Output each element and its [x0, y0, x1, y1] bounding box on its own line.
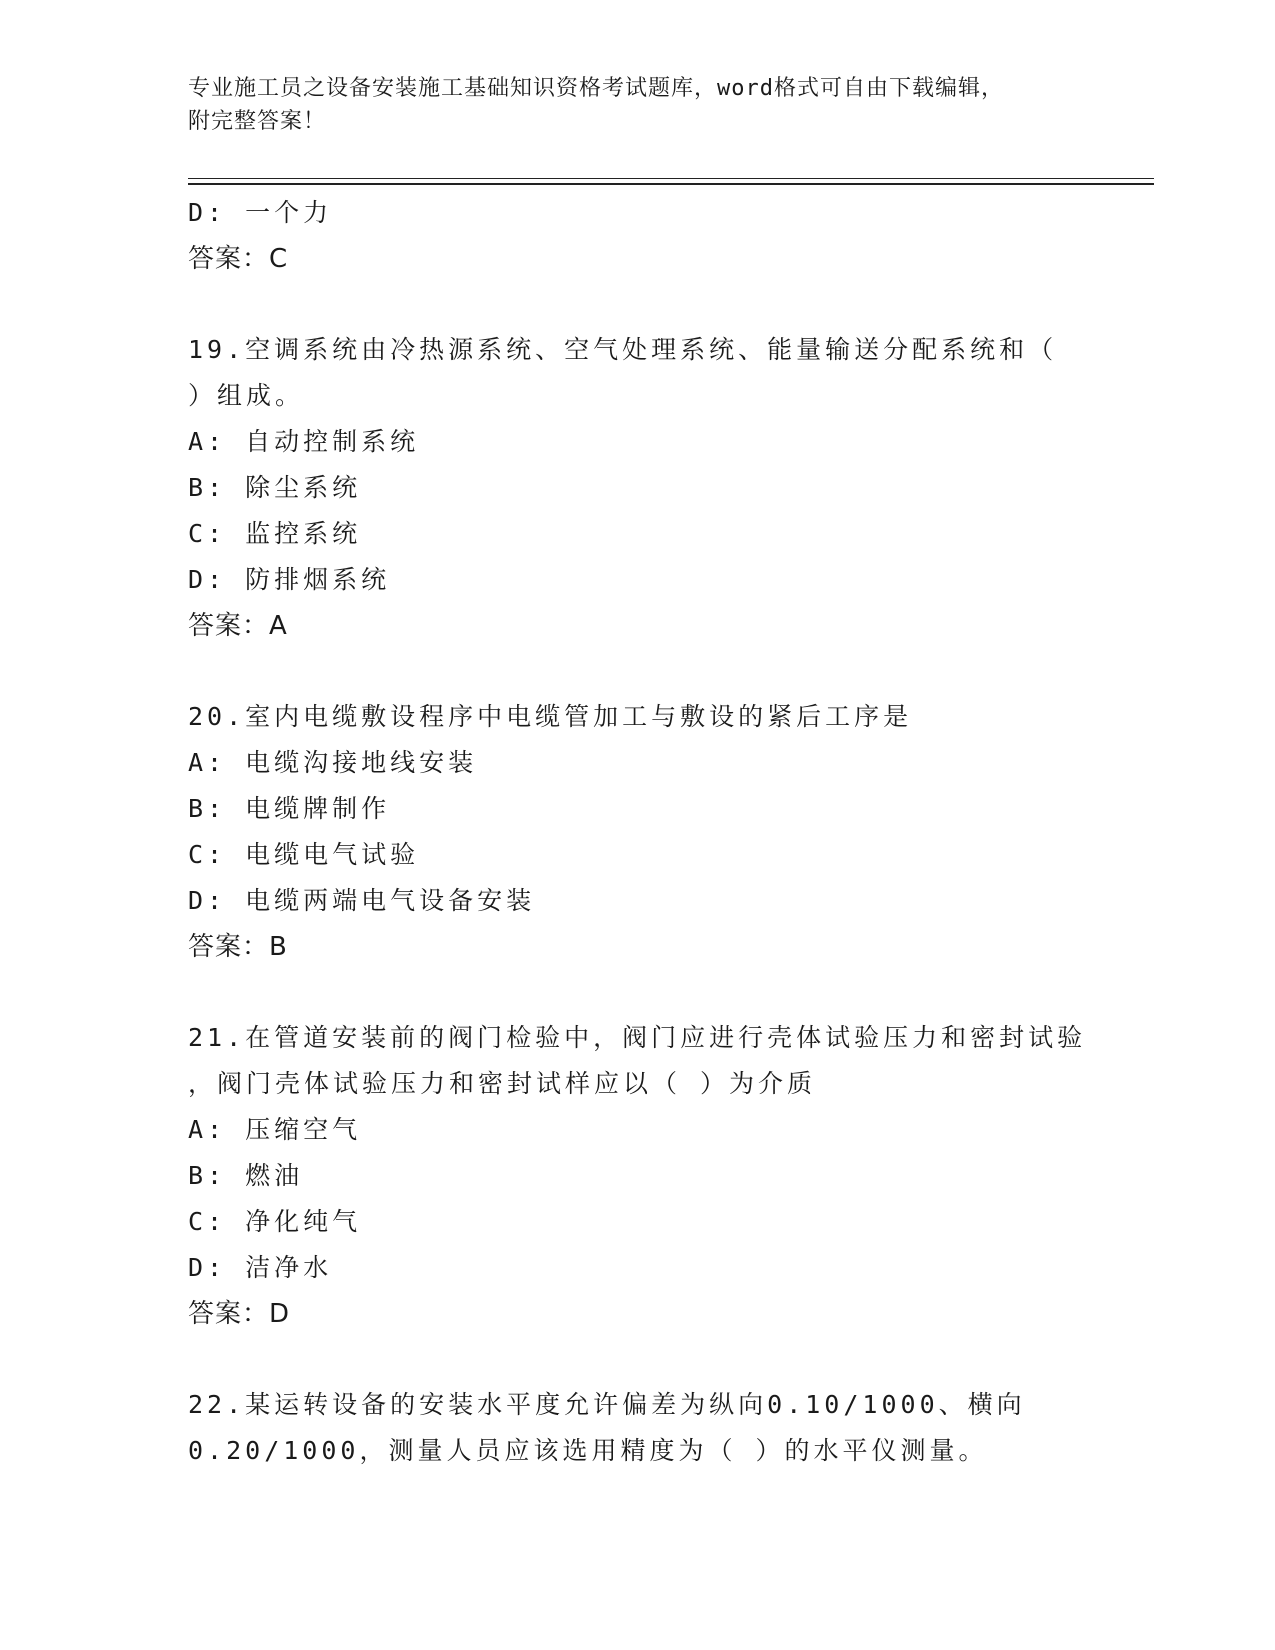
- q21-stem-line-2: ，阀门壳体试验压力和密封试样应以（ ）为介质: [188, 1069, 817, 1098]
- question-19: [188, 327, 1088, 649]
- q19-option-d: D: 防排烟系统: [188, 565, 391, 594]
- q20-option-d: D: 电缆两端电气设备安装: [188, 886, 536, 915]
- header-line-1: 专业施工员之设备安装施工基础知识资格考试题库，word格式可自由下载编辑，: [188, 76, 1004, 101]
- q21-answer: 答案：D: [188, 1299, 291, 1329]
- q19-stem-line-2: ）组成。: [188, 381, 305, 410]
- question-20: [188, 694, 1088, 970]
- prev-answer: 答案：C: [188, 244, 289, 274]
- q21-option-a: A: 压缩空气: [188, 1115, 362, 1144]
- q21-option-b: B: 燃油: [188, 1161, 304, 1190]
- header-divider-thick: [188, 183, 1154, 185]
- q19-option-b: B: 除尘系统: [188, 473, 362, 502]
- header-divider-thin: [188, 178, 1154, 179]
- q20-option-a: A: 电缆沟接地线安装: [188, 748, 478, 777]
- page-header: [188, 72, 1088, 138]
- q20-answer: 答案：B: [188, 932, 288, 962]
- q21-option-c: C: 净化纯气: [188, 1207, 362, 1236]
- header-line-2: 附完整答案！: [188, 109, 327, 134]
- question-22: [188, 1382, 1088, 1474]
- q19-answer: 答案：A: [188, 611, 288, 641]
- q20-option-b: B: 电缆牌制作: [188, 794, 391, 823]
- q19-option-c: C: 监控系统: [188, 519, 362, 548]
- prev-option-d: D: 一个力: [188, 198, 333, 227]
- question-21: [188, 1015, 1088, 1337]
- q19-stem-line-1: 19.空调系统由冷热源系统、空气处理系统、能量输送分配系统和（: [188, 335, 1058, 364]
- q20-stem-line-1: 20.室内电缆敷设程序中电缆管加工与敷设的紧后工序是: [188, 702, 913, 731]
- q20-option-c: C: 电缆电气试验: [188, 840, 420, 869]
- question-list: [188, 190, 1088, 1474]
- q22-stem-line-2: 0.20/1000，测量人员应该选用精度为（ ）的水平仪测量。: [188, 1436, 988, 1465]
- q22-stem-line-1: 22.某运转设备的安装水平度允许偏差为纵向0.10/1000、横向: [188, 1390, 1026, 1419]
- q21-option-d: D: 洁净水: [188, 1253, 333, 1282]
- q21-stem-line-1: 21.在管道安装前的阀门检验中，阀门应进行壳体试验压力和密封试验: [188, 1023, 1087, 1052]
- q19-option-a: A: 自动控制系统: [188, 427, 420, 456]
